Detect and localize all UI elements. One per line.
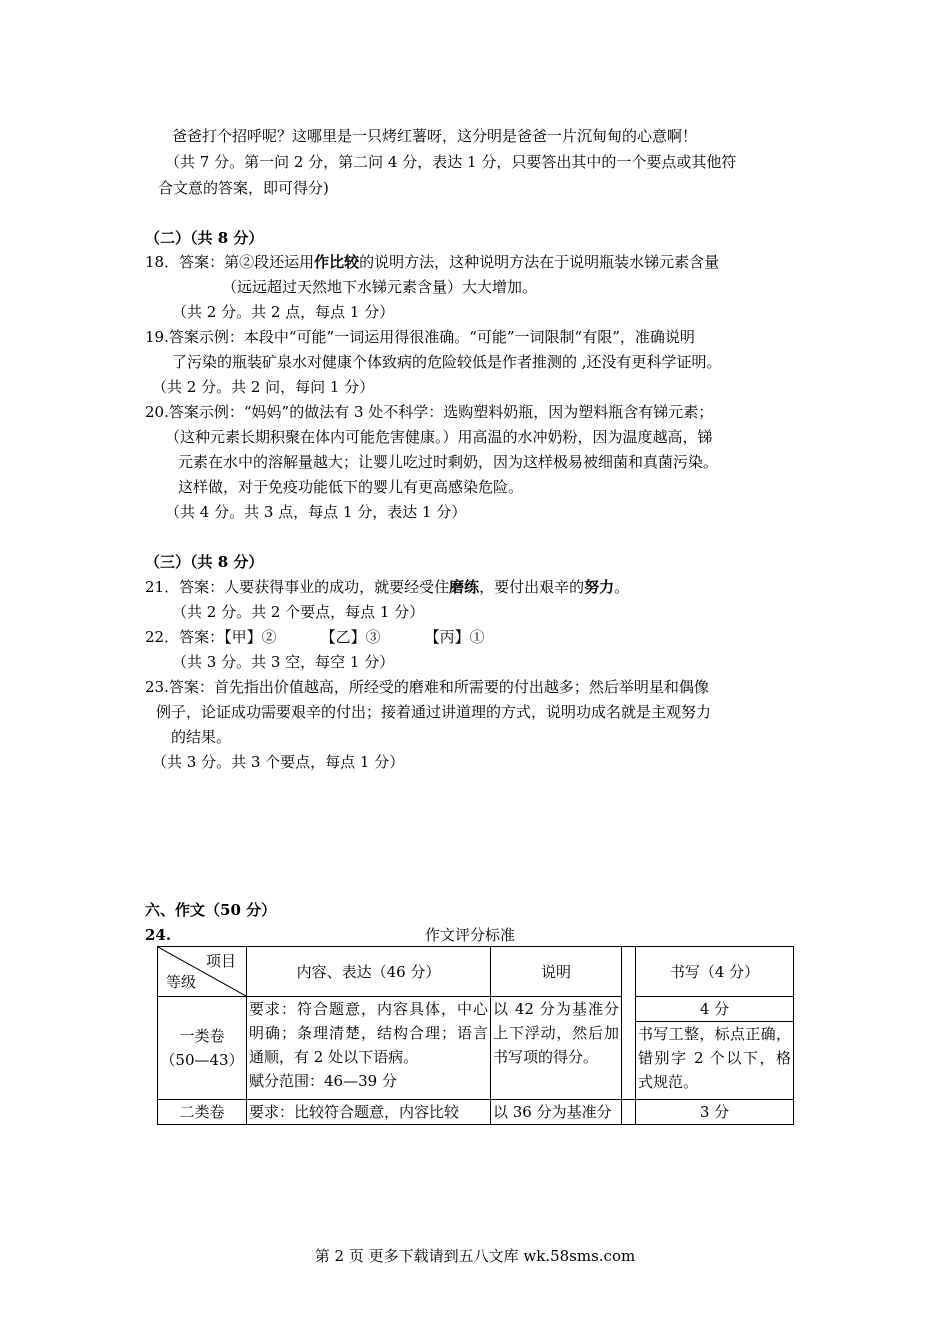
q22-score: （共 3 分。共 3 空，每空 1 分） [172, 653, 395, 671]
q19-answer-line2: 了污染的瓶装矿泉水对健康个体致病的危险较低是作者推测的 ,还没有更科学证明。 [172, 353, 722, 371]
grade-2-content: 要求：比较符合题意，内容比较 [247, 1100, 491, 1125]
grade-2-explain: 以 36 分为基准分 [491, 1100, 622, 1125]
q23-answer-line2: 例子，论证成功需要艰辛的付出；接着通过讲道理的方式，说明功成名就是主观努力 [156, 703, 712, 721]
q22-c: 【丙】① [424, 628, 485, 646]
q18-answer-line1 [145, 252, 719, 272]
q18-answer-line2: （远远超过天然地下水锑元素含量）大大增加。 [222, 278, 538, 296]
section-3-title: （三）（共 8 分） [145, 553, 264, 571]
header-writing: 书写（4 分） [636, 947, 794, 997]
q18-suffix: 的说明方法，这种说明方法在于说明瓶装水锑元素含量 [359, 253, 720, 271]
q18-bold: 作比较 [314, 253, 360, 271]
q20-score: （共 4 分。共 3 点，每点 1 分，表达 1 分） [165, 503, 467, 521]
section-2-title: （二）（共 8 分） [145, 229, 264, 247]
grade-1-content-cell [247, 997, 491, 1100]
header-item: 项目 [205, 952, 236, 970]
q23-answer-line1: 23.答案：首先指出价值越高，所经受的磨难和所需要的付出越多；然后举明星和偶像 [145, 678, 709, 696]
q23-score: （共 3 分。共 3 个要点，每点 1 分） [152, 753, 405, 771]
header-diagonal-cell [158, 947, 247, 997]
q19-score: （共 2 分。共 2 问，每问 1 分） [152, 378, 375, 396]
table-spacer-column [622, 947, 636, 1100]
q21-suffix: 。 [614, 578, 630, 596]
grade-1-content: 要求：符合题意，内容具体，中心明确；条理清楚，结构合理；语言通顺，有 2 处以下语病。 [249, 1000, 488, 1066]
q21-score: （共 2 分。共 2 个要点，每点 1 分） [172, 603, 425, 621]
q19-answer-line1: 19.答案示例：本段中“可能”一词运用得很准确。“可能”一词限制“有限”，准确说明 [145, 328, 695, 346]
q21-bold1: 磨练 [449, 578, 480, 596]
question-24-number: 24. [145, 926, 172, 944]
q23-answer-line3: 的结果。 [171, 728, 232, 746]
page-footer: 第 2 页 更多下载请到五八文库 wk.58sms.com [314, 1247, 636, 1265]
grade-1-writing-score: 4 分 [636, 997, 794, 1022]
q20-answer-line2: （这种元素长期积聚在体内可能危害健康。）用高温的水冲奶粉，因为温度越高，锑 [165, 428, 713, 446]
q22-answer [145, 627, 485, 647]
answer-continuation-score: （共 7 分。第一问 2 分，第二问 4 分，表达 1 分，只要答出其中的一个要点或其他符 [165, 153, 737, 171]
q21-answer [145, 577, 629, 597]
q22-a: 【甲】② [224, 628, 277, 646]
q20-answer-line4: 这样做，对于免疫功能低下的婴儿有更高感染危险。 [178, 478, 524, 496]
q18-score: （共 2 分。共 2 点，每点 1 分） [172, 303, 395, 321]
q22-b: 【乙】③ [320, 628, 381, 646]
section-6-title: 六、作文（50 分） [145, 901, 277, 919]
q21-bold2: 努力 [584, 578, 615, 596]
header-explain: 说明 [491, 947, 622, 997]
header-content: 内容、表达（46 分） [247, 947, 491, 997]
grade-2-label: 二类卷 [158, 1100, 247, 1125]
grade-1-writing-desc: 书写工整，标点正确，错别字 2 个以下，格式规范。 [636, 1022, 794, 1100]
grade-1-cell [158, 997, 247, 1100]
grade-1-range: （50—43） [160, 1051, 244, 1069]
q20-answer-line3: 元素在水中的溶解量越大；让婴儿吃过时剩奶，因为这样极易被细菌和真菌污染。 [178, 453, 719, 471]
answer-continuation-score-cont: 合文意的答案，即可得分) [158, 179, 329, 197]
q18-prefix: 18．答案：第②段还运用 [145, 253, 315, 271]
grade-1-content-range: 赋分范围：46—39 分 [249, 1072, 397, 1090]
answer-continuation-line1: 爸爸打个招呼呢？这哪里是一只烤红薯呀，这分明是爸爸一片沉甸甸的心意啊！ [172, 127, 698, 145]
grade-2-writing-score: 3 分 [636, 1100, 794, 1125]
header-grade: 等级 [166, 973, 197, 991]
grade-1-label: 一类卷 [179, 1027, 225, 1045]
q20-answer-line1: 20.答案示例：“妈妈”的做法有 3 处不科学：选购塑料奶瓶，因为塑料瓶含有锑元素； [145, 403, 714, 421]
q21-mid: ，要付出艰辛的 [479, 578, 585, 596]
grade-1-explain: 以 42 分为基准分上下浮动，然后加书写项的得分。 [491, 997, 622, 1100]
table-spacer-row2 [622, 1100, 636, 1125]
q22-label: 22．答案： [145, 628, 225, 646]
q21-prefix: 21．答案：人要获得事业的成功，就要经受住 [145, 578, 450, 596]
table-title: 作文评分标准 [425, 926, 516, 944]
scoring-table [157, 946, 794, 1125]
